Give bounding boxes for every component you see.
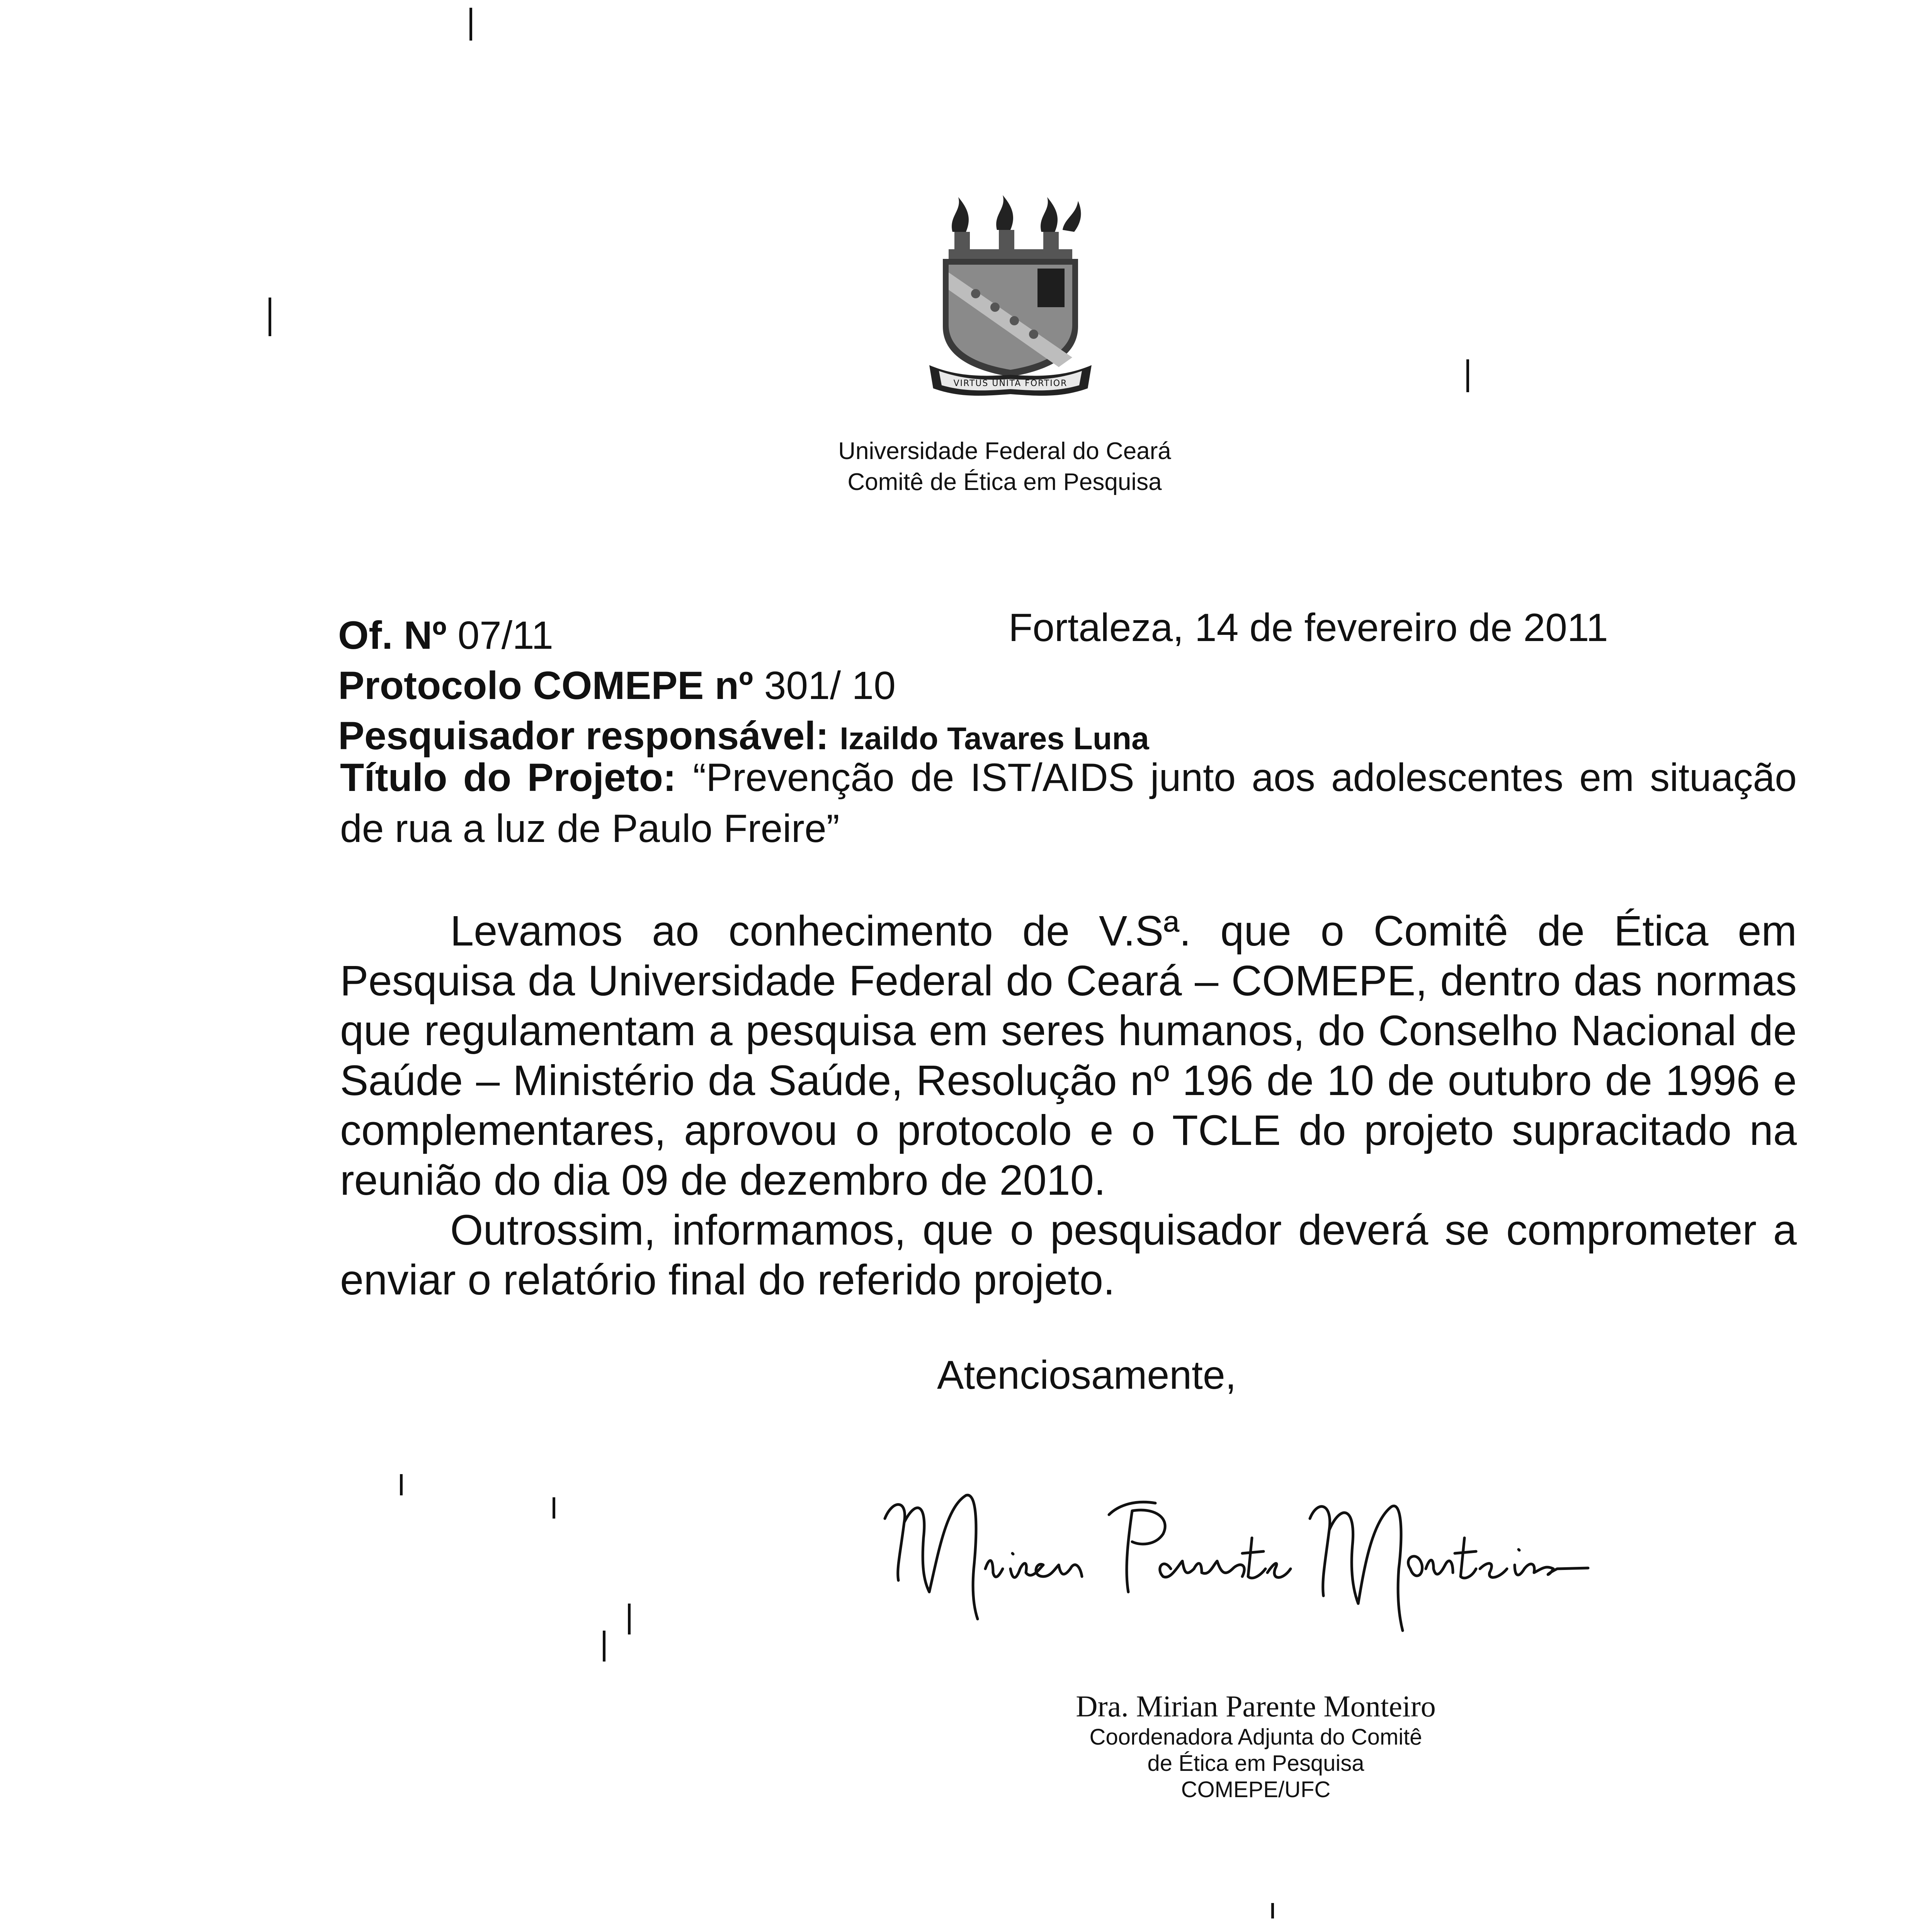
body-paragraph-2: Outrossim, informamos, que o pesquisador deverá se comprometer a enviar o relatório final do referido projeto. bbox=[340, 1206, 1797, 1304]
closing-salutation: Atenciosamente, bbox=[937, 1353, 1236, 1398]
committee-name: Comitê de Ética em Pesquisa bbox=[847, 469, 1162, 495]
letter-date: Fortaleza, 14 de fevereiro de 2011 bbox=[1009, 605, 1608, 650]
project-title-label: Título do Projeto: bbox=[340, 755, 676, 799]
handwritten-signature bbox=[862, 1453, 1596, 1638]
signer-role-2: de Ética em Pesquisa bbox=[1147, 1751, 1364, 1776]
scan-mark bbox=[269, 298, 271, 336]
protocol-label: Protocolo COMEPE nº bbox=[338, 663, 753, 707]
signer-role-3: COMEPE/UFC bbox=[1181, 1777, 1331, 1802]
project-title-value: “Prevenção de IST/AIDS junto aos adolescentes em situação de rua a luz de Paulo Freire” bbox=[340, 755, 1797, 850]
researcher-name: Izaildo Tavares Luna bbox=[840, 721, 1149, 756]
office-number-line bbox=[338, 611, 553, 660]
signer-name: Dra. Mirian Parente Monteiro bbox=[1076, 1689, 1436, 1723]
scan-mark bbox=[603, 1631, 605, 1662]
scan-mark bbox=[1466, 359, 1469, 392]
scan-mark bbox=[400, 1474, 403, 1495]
body-paragraph-1: Levamos ao conhecimento de V.Sª. que o Comitê de Ética em Pesquisa da Universidade Federal do Ceará – COMEPE, dentro das normas que regulamentam a pesquisa em seres humanos, do Conselho Nacional de Saúde – Ministério da Saúde, Resolução nº 196 de 10 de outubro de 1996 e complementares, aprovou o protocolo e o TCLE do projeto supracitado na reunião do dia 09 de dezembro de 2010. bbox=[340, 907, 1797, 1204]
signer-role-1: Coordenadora Adjunta do Comitê bbox=[1089, 1725, 1422, 1750]
scan-mark bbox=[1271, 1903, 1274, 1918]
letter-body bbox=[340, 906, 1797, 1305]
scan-mark bbox=[469, 8, 472, 41]
scan-mark bbox=[553, 1497, 555, 1519]
institution-name: Universidade Federal do Ceará bbox=[838, 438, 1171, 464]
scan-mark bbox=[628, 1604, 631, 1634]
researcher-label: Pesquisador responsável: bbox=[338, 714, 829, 758]
signer-block bbox=[1020, 1689, 1492, 1803]
protocol-line bbox=[338, 661, 896, 710]
university-crest-icon bbox=[925, 195, 1095, 404]
protocol-number: 301/ 10 bbox=[764, 663, 896, 707]
crest-motto: VIRTUS UNITA FORTIOR bbox=[953, 379, 1068, 388]
office-label: Of. Nº bbox=[338, 613, 447, 657]
office-number: 07/11 bbox=[457, 613, 553, 657]
project-title-line bbox=[340, 752, 1797, 854]
